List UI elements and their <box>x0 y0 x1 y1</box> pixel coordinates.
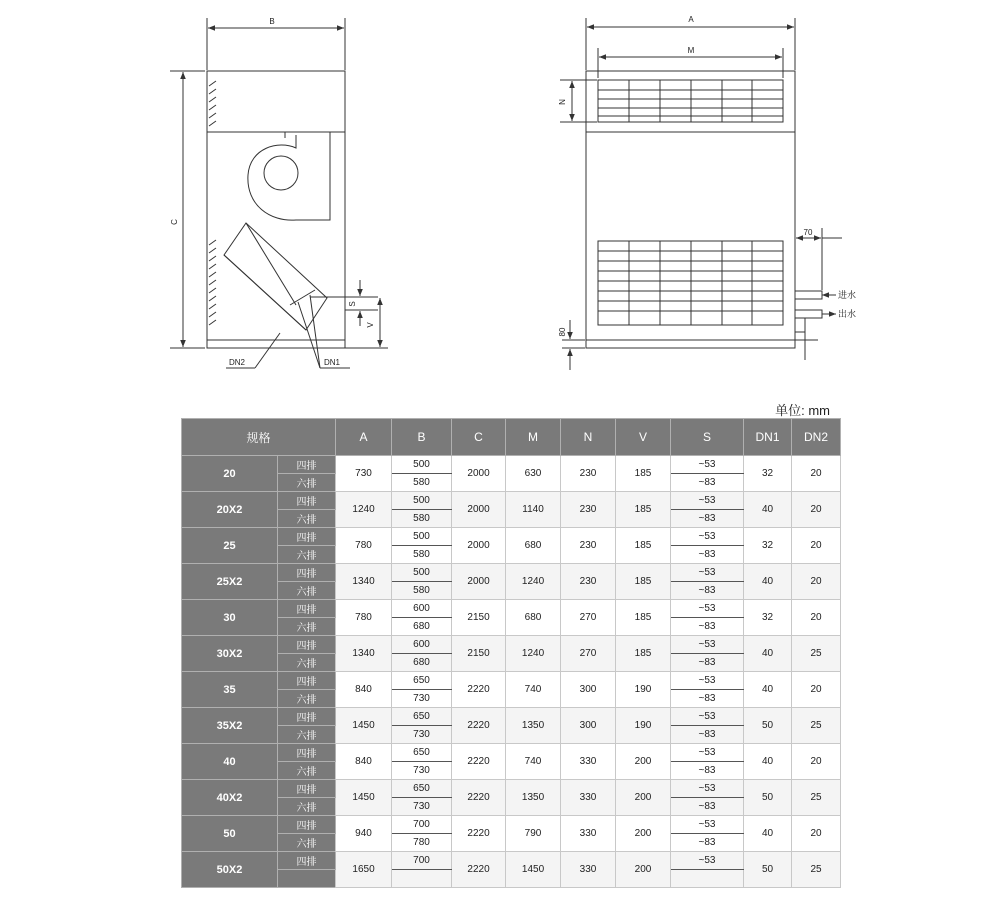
model-cell: 25 <box>182 528 278 564</box>
cell-m: 1450 <box>506 852 561 888</box>
cell-b-four: 650 <box>392 672 452 690</box>
spec-table-body <box>182 456 841 888</box>
cell-dn2: 20 <box>792 600 841 636</box>
cell-b-four: 500 <box>392 456 452 474</box>
cell-b-six: 730 <box>392 726 452 744</box>
dim-label-m: M <box>687 46 695 55</box>
cell-s-six: ~83 <box>671 546 744 564</box>
water-pipes <box>795 291 836 360</box>
lower-grille <box>598 241 783 325</box>
header-s: S <box>671 419 744 456</box>
model-cell: 30 <box>182 600 278 636</box>
cell-v: 185 <box>616 636 671 672</box>
model-cell: 35 <box>182 672 278 708</box>
cell-a: 1240 <box>336 492 392 528</box>
cell-n: 230 <box>561 564 616 600</box>
cell-n: 330 <box>561 780 616 816</box>
row-type-six: 六排 <box>278 654 336 672</box>
dim-label-n: N <box>558 99 567 105</box>
cell-dn2: 20 <box>792 456 841 492</box>
table-row <box>182 816 841 834</box>
row-type-six: 六排 <box>278 690 336 708</box>
row-type-four: 四排 <box>278 636 336 654</box>
cell-s-six: ~83 <box>671 834 744 852</box>
cell-b-six: 730 <box>392 798 452 816</box>
row-type-six: 六排 <box>278 546 336 564</box>
cell-s-six: ~83 <box>671 582 744 600</box>
cell-v: 200 <box>616 816 671 852</box>
header-a: A <box>336 419 392 456</box>
cell-dn2: 20 <box>792 528 841 564</box>
cell-dn1: 40 <box>744 636 792 672</box>
table-row <box>182 528 841 546</box>
cell-s-four: ~53 <box>671 780 744 798</box>
table-row <box>182 564 841 582</box>
cell-s-six: ~83 <box>671 726 744 744</box>
row-type-four: 四排 <box>278 492 336 510</box>
row-type-six: 六排 <box>278 474 336 492</box>
cell-a: 940 <box>336 816 392 852</box>
cell-c: 2150 <box>452 636 506 672</box>
header-m: M <box>506 419 561 456</box>
cell-s-four: ~53 <box>671 600 744 618</box>
cell-b-four: 600 <box>392 600 452 618</box>
cell-s-six: ~83 <box>671 510 744 528</box>
cell-n: 270 <box>561 636 616 672</box>
cell-c: 2000 <box>452 456 506 492</box>
header-v: V <box>616 419 671 456</box>
cell-a: 780 <box>336 528 392 564</box>
cell-s-six: ~83 <box>671 618 744 636</box>
row-type-four: 四排 <box>278 744 336 762</box>
cell-a: 840 <box>336 672 392 708</box>
cell-b-four: 500 <box>392 492 452 510</box>
header-dn2: DN2 <box>792 419 841 456</box>
row-type-six: 六排 <box>278 510 336 528</box>
cell-dn1: 32 <box>744 600 792 636</box>
row-type-six: 六排 <box>278 582 336 600</box>
cell-c: 2000 <box>452 492 506 528</box>
cell-dn2: 20 <box>792 816 841 852</box>
model-cell: 50X2 <box>182 852 278 888</box>
cell-m: 1350 <box>506 780 561 816</box>
upper-grille <box>598 80 783 122</box>
cell-v: 185 <box>616 564 671 600</box>
cell-c: 2220 <box>452 852 506 888</box>
cell-dn1: 32 <box>744 456 792 492</box>
cell-b-six: 580 <box>392 582 452 600</box>
cell-b-six: 730 <box>392 762 452 780</box>
cell-v: 185 <box>616 528 671 564</box>
table-row <box>182 636 841 654</box>
cell-m: 740 <box>506 672 561 708</box>
cell-s-four: ~53 <box>671 708 744 726</box>
cell-dn1: 40 <box>744 672 792 708</box>
cell-dn1: 40 <box>744 816 792 852</box>
cell-s-four: ~53 <box>671 852 744 870</box>
outlet-label: 出水 <box>838 309 857 319</box>
row-type-four: 四排 <box>278 600 336 618</box>
side-view-labels <box>170 17 375 367</box>
cell-v: 190 <box>616 708 671 744</box>
row-type-four: 四排 <box>278 456 336 474</box>
table-row <box>182 456 841 474</box>
cell-b-four: 700 <box>392 816 452 834</box>
cell-a: 1650 <box>336 852 392 888</box>
dim-label-a: A <box>688 15 694 24</box>
table-row <box>182 672 841 690</box>
cell-m: 740 <box>506 744 561 780</box>
cell-m: 790 <box>506 816 561 852</box>
model-cell: 20X2 <box>182 492 278 528</box>
fan-housing <box>248 132 330 220</box>
cell-b-six: 680 <box>392 654 452 672</box>
row-type-six: 六排 <box>278 618 336 636</box>
front-view-labels <box>558 15 856 336</box>
row-type-four: 四排 <box>278 852 336 870</box>
cell-v: 190 <box>616 672 671 708</box>
cell-s-four: ~53 <box>671 636 744 654</box>
cell-dn2: 20 <box>792 564 841 600</box>
dim-label-70: 70 <box>803 228 813 237</box>
table-row <box>182 492 841 510</box>
front-view <box>560 18 842 370</box>
cell-b-four: 500 <box>392 528 452 546</box>
cell-s-four: ~53 <box>671 528 744 546</box>
model-cell: 35X2 <box>182 708 278 744</box>
technical-drawings <box>0 0 1000 400</box>
cell-b-six: 580 <box>392 546 452 564</box>
cell-c: 2220 <box>452 708 506 744</box>
cell-v: 185 <box>616 600 671 636</box>
cell-dn1: 50 <box>744 780 792 816</box>
cell-c: 2220 <box>452 672 506 708</box>
lower-louver <box>209 240 216 325</box>
cell-c: 2150 <box>452 600 506 636</box>
cell-b-four: 600 <box>392 636 452 654</box>
dn2-label: DN2 <box>229 358 246 367</box>
cell-n: 330 <box>561 852 616 888</box>
cell-n: 330 <box>561 816 616 852</box>
side-view <box>170 18 388 368</box>
cell-n: 300 <box>561 672 616 708</box>
dim-label-80: 80 <box>558 327 567 337</box>
cell-s-six: ~83 <box>671 798 744 816</box>
table-row <box>182 744 841 762</box>
cell-n: 230 <box>561 492 616 528</box>
dim-label-b: B <box>269 17 275 26</box>
cell-c: 2220 <box>452 816 506 852</box>
cell-a: 730 <box>336 456 392 492</box>
cell-b-four: 650 <box>392 744 452 762</box>
model-cell: 30X2 <box>182 636 278 672</box>
cell-b-four: 650 <box>392 780 452 798</box>
cell-v: 185 <box>616 492 671 528</box>
model-cell: 50 <box>182 816 278 852</box>
cell-a: 780 <box>336 600 392 636</box>
model-cell: 40 <box>182 744 278 780</box>
cell-s-four: ~53 <box>671 672 744 690</box>
cell-s-six: ~83 <box>671 474 744 492</box>
cell-m: 680 <box>506 528 561 564</box>
row-type-four: 四排 <box>278 528 336 546</box>
header-spec: 规格 <box>182 419 336 456</box>
row-type-six: 六排 <box>278 762 336 780</box>
cell-a: 1340 <box>336 564 392 600</box>
header-c: C <box>452 419 506 456</box>
cell-n: 230 <box>561 528 616 564</box>
dim-label-v: V <box>366 322 375 328</box>
cell-dn2: 25 <box>792 708 841 744</box>
cell-dn2: 25 <box>792 852 841 888</box>
cell-n: 270 <box>561 600 616 636</box>
cell-b-six: 730 <box>392 690 452 708</box>
cell-n: 330 <box>561 744 616 780</box>
cell-s-six: ~83 <box>671 654 744 672</box>
cell-b-four: 650 <box>392 708 452 726</box>
cell-s-four: ~53 <box>671 744 744 762</box>
cell-s-four: ~53 <box>671 456 744 474</box>
model-cell: 25X2 <box>182 564 278 600</box>
table-row <box>182 600 841 618</box>
cell-dn1: 32 <box>744 528 792 564</box>
row-type-four: 四排 <box>278 708 336 726</box>
cell-a: 1450 <box>336 780 392 816</box>
cell-m: 1350 <box>506 708 561 744</box>
cell-c: 2220 <box>452 744 506 780</box>
header-b: B <box>392 419 452 456</box>
cell-v: 185 <box>616 456 671 492</box>
cell-s-six <box>671 870 744 888</box>
cell-dn1: 40 <box>744 564 792 600</box>
header-n: N <box>561 419 616 456</box>
dim-label-c: C <box>170 219 179 225</box>
cell-b-six: 580 <box>392 510 452 528</box>
table-row <box>182 780 841 798</box>
table-header-row <box>182 419 841 456</box>
cell-a: 1450 <box>336 708 392 744</box>
cell-s-six: ~83 <box>671 690 744 708</box>
dn1-label: DN1 <box>324 358 341 367</box>
cell-b-four: 500 <box>392 564 452 582</box>
cell-m: 680 <box>506 600 561 636</box>
cell-c: 2000 <box>452 564 506 600</box>
spec-table <box>181 418 841 888</box>
cell-v: 200 <box>616 852 671 888</box>
model-cell: 40X2 <box>182 780 278 816</box>
unit-note: 单位: mm <box>775 403 830 418</box>
dim-label-s: S <box>348 301 357 307</box>
cell-b-six: 780 <box>392 834 452 852</box>
header-dn1: DN1 <box>744 419 792 456</box>
cell-dn1: 40 <box>744 492 792 528</box>
cell-dn2: 20 <box>792 672 841 708</box>
cell-s-four: ~53 <box>671 492 744 510</box>
row-type-six <box>278 870 336 888</box>
cell-s-four: ~53 <box>671 816 744 834</box>
row-type-four: 四排 <box>278 816 336 834</box>
cell-dn1: 50 <box>744 852 792 888</box>
model-cell: 20 <box>182 456 278 492</box>
row-type-four: 四排 <box>278 780 336 798</box>
cell-dn2: 20 <box>792 492 841 528</box>
cell-dn2: 25 <box>792 780 841 816</box>
row-type-four: 四排 <box>278 564 336 582</box>
cell-dn2: 20 <box>792 744 841 780</box>
cell-c: 2220 <box>452 780 506 816</box>
cell-v: 200 <box>616 780 671 816</box>
cell-b-six: 580 <box>392 474 452 492</box>
row-type-six: 六排 <box>278 798 336 816</box>
table-row <box>182 852 841 870</box>
cell-m: 1240 <box>506 636 561 672</box>
cell-b-six <box>392 870 452 888</box>
cell-dn1: 50 <box>744 708 792 744</box>
cell-m: 630 <box>506 456 561 492</box>
cell-s-four: ~53 <box>671 564 744 582</box>
cell-m: 1240 <box>506 564 561 600</box>
cell-n: 300 <box>561 708 616 744</box>
inlet-label: 进水 <box>838 290 857 300</box>
cell-c: 2000 <box>452 528 506 564</box>
cell-a: 840 <box>336 744 392 780</box>
coil <box>224 223 327 330</box>
row-type-six: 六排 <box>278 726 336 744</box>
row-type-six: 六排 <box>278 834 336 852</box>
cell-b-four: 700 <box>392 852 452 870</box>
upper-louver <box>209 81 216 126</box>
cell-dn2: 25 <box>792 636 841 672</box>
cell-b-six: 680 <box>392 618 452 636</box>
cell-dn1: 40 <box>744 744 792 780</box>
cell-m: 1140 <box>506 492 561 528</box>
cell-s-six: ~83 <box>671 762 744 780</box>
row-type-four: 四排 <box>278 672 336 690</box>
cell-a: 1340 <box>336 636 392 672</box>
cell-n: 230 <box>561 456 616 492</box>
cell-v: 200 <box>616 744 671 780</box>
table-row <box>182 708 841 726</box>
